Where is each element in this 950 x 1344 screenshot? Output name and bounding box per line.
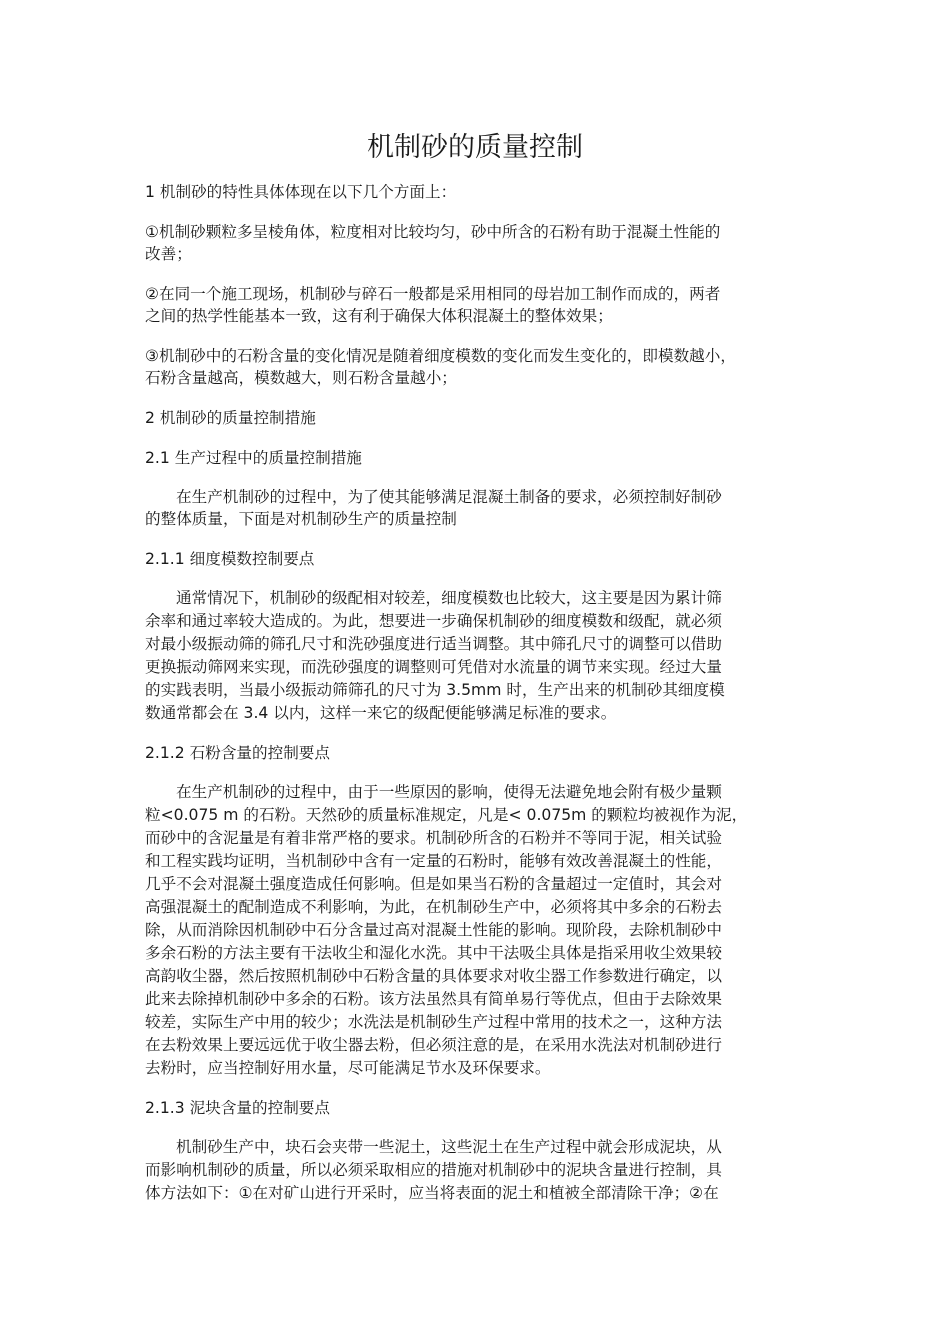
paragraph-line: 石粉含量越高，模数越大，则石粉含量越小；	[145, 369, 457, 387]
subsection-2-1-heading: 2.1 生产过程中的质量控制措施	[145, 449, 362, 467]
paragraph-line: ②在同一个施工现场，机制砂与碎石一般都是采用相同的母岩加工制作而成的，两者	[145, 285, 721, 303]
document-title: 机制砂的质量控制	[367, 132, 583, 163]
paragraph-line: 对最小级振动筛的筛孔尺寸和洗砂强度进行适当调整。其中筛孔尺寸的调整可以借助	[145, 635, 722, 653]
section-2-heading: 2 机制砂的质量控制措施	[145, 409, 316, 427]
paragraph-line: ①机制砂颗粒多呈棱角体，粒度相对比较均匀，砂中所含的石粉有助于混凝土性能的	[145, 223, 721, 241]
paragraph-line: 体方法如下：①在对矿山进行开采时，应当将表面的泥土和植被全部清除干净；②在	[145, 1184, 719, 1202]
paragraph-line: 除，从而消除因机制砂中石分含量过高对混凝土性能的影响。现阶段，去除机制砂中	[145, 921, 722, 939]
subsection-2-1-2-heading: 2.1.2 石粉含量的控制要点	[145, 744, 330, 762]
subsection-2-1-3-heading: 2.1.3 泥块含量的控制要点	[145, 1099, 330, 1117]
section-1-heading: 1 机制砂的特性具体体现在以下几个方面上：	[145, 183, 457, 201]
paragraph-line: 通常情况下，机制砂的级配相对较差，细度模数也比较大，这主要是因为累计筛	[176, 589, 722, 607]
paragraph-line: 而影响机制砂的质量，所以必须采取相应的措施对机制砂中的泥块含量进行控制，具	[145, 1161, 722, 1179]
paragraph-line: 的实践表明，当最小级振动筛筛孔的尺寸为 3.5mm 时，生产出来的机制砂其细度模	[145, 681, 725, 699]
paragraph-line: 高韵收尘器，然后按照机制砂中石粉含量的具体要求对收尘器工作参数进行确定，以	[145, 967, 722, 985]
paragraph-line: 在生产机制砂的过程中，为了使其能够满足混凝土制备的要求，必须控制好制砂	[176, 488, 722, 506]
paragraph-line: 的整体质量，下面是对机制砂生产的质量控制	[145, 510, 457, 528]
paragraph-line: 更换振动筛网来实现，而洗砂强度的调整则可凭借对水流量的调节来实现。经过大量	[145, 658, 722, 676]
paragraph-line: 和工程实践均证明，当机制砂中含有一定量的石粉时，能够有效改善混凝土的性能，	[145, 852, 722, 870]
paragraph-line: 多余石粉的方法主要有干法收尘和湿化水洗。其中干法吸尘具体是指采用收尘效果较	[145, 944, 722, 962]
paragraph-line: 粒<0.075 m 的石粉。天然砂的质量标准规定，凡是< 0.075m 的颗粒均被视作为泥，	[145, 806, 748, 824]
paragraph-line: 几乎不会对混凝土强度造成任何影响。但是如果当石粉的含量超过一定值时，其会对	[145, 875, 722, 893]
paragraph-line: 改善；	[145, 245, 192, 263]
paragraph-line: 数通常都会在 3.4 以内，这样一来它的级配便能够满足标准的要求。	[145, 704, 617, 722]
paragraph-line: 余率和通过率较大造成的。为此，想要进一步确保机制砂的细度模数和级配，就必须	[145, 612, 722, 630]
paragraph-line: 去粉时，应当控制好用水量，尽可能满足节水及环保要求。	[145, 1059, 551, 1077]
paragraph-line: 较差，实际生产中用的较少；水洗法是机制砂生产过程中常用的技术之一，这种方法	[145, 1013, 722, 1031]
paragraph-line: 高强混凝土的配制造成不利影响，为此，在机制砂生产中，必须将其中多余的石粉去	[145, 898, 722, 916]
paragraph-line: 之间的热学性能基本一致，这有利于确保大体积混凝土的整体效果；	[145, 307, 613, 325]
paragraph-line: ③机制砂中的石粉含量的变化情况是随着细度模数的变化而发生变化的，即模数越小，	[145, 347, 736, 365]
paragraph-line: 机制砂生产中，块石会夹带一些泥土，这些泥土在生产过程中就会形成泥块，从	[176, 1138, 722, 1156]
paragraph-line: 在生产机制砂的过程中，由于一些原因的影响，使得无法避免地会附有极少量颗	[176, 783, 722, 801]
subsection-2-1-1-heading: 2.1.1 细度模数控制要点	[145, 550, 315, 568]
paragraph-line: 在去粉效果上要远远优于收尘器去粉，但必须注意的是，在采用水洗法对机制砂进行	[145, 1036, 722, 1054]
paragraph-line: 此来去除掉机制砂中多余的石粉。该方法虽然具有简单易行等优点，但由于去除效果	[145, 990, 722, 1008]
paragraph-line: 而砂中的含泥量是有着非常严格的要求。机制砂所含的石粉并不等同于泥，相关试验	[145, 829, 722, 847]
